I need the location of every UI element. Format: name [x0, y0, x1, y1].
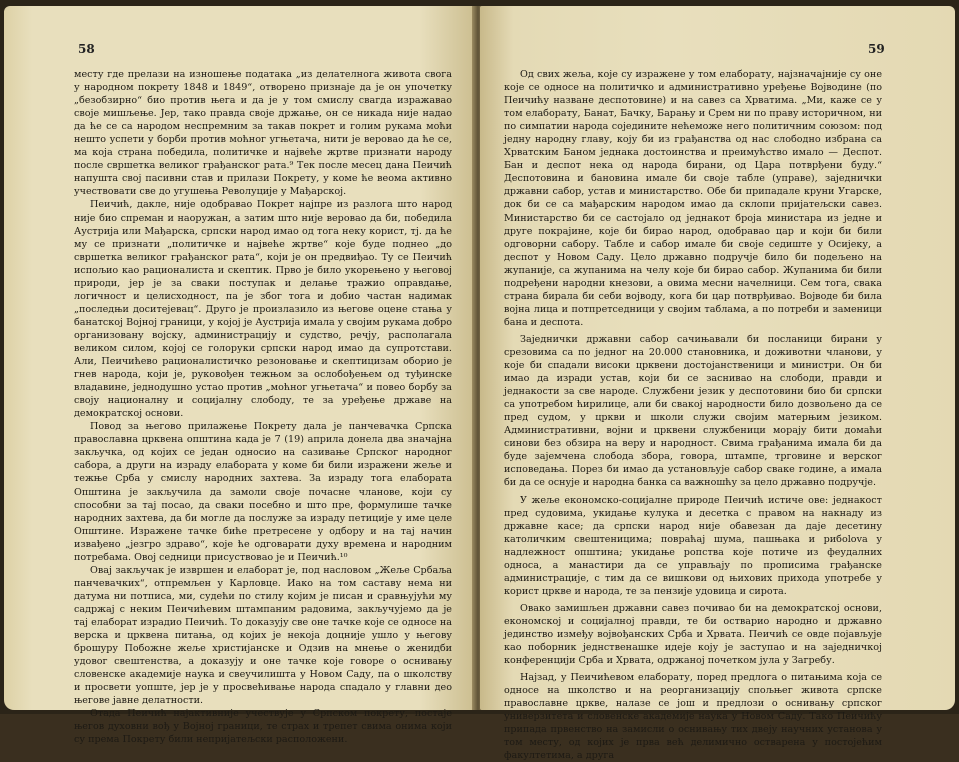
page-number-right: 59: [868, 42, 885, 56]
paragraph: Повод за његово прилажење Покрету дала је панчевачка Српска православна црквена општина када је 7 (19) априла донела два значајна закључка, од којих се један односио на сазивање Српског народног сабора, а други на израду елабората у коме би били изражени жеље и тежње Срба у смислу народних захтева. За израду тога елабората Општина је закључила да замоли своје почасне чланове, који су способни за тај посао, да сваки посебно и што пре, формулише тачке народних захтева, да би могле да послуже за израду петиције у име целе Општине. Изражене тачке биће претресене у одбору и на тај начин извађено „језгро здраво“, које ће одговарати духу времена и народним потребама. Овој седници присуствовао је и Пеичић.¹⁰: [74, 421, 452, 563]
paragraph: месту где прелази на изношење података „из делателнога живота свога у народном покрету 1848 и 1849“, отворено признаје да је он упочетку „безобзирно“ био против њега и да је у том смислу свагда изражавао своје мишљење. Јер, тако правда своје држање, он се никада није надао да ће се са народом неспремним за такав покрет и голим рукама моћи нешто успети у борби против моћног угњетача, нити је веровао да ће се, ма која страна победила, политичке и највеће жртве признати народу после свршетка великог грађанског рата.⁹ Тек после месец дана Пеичић напушта свој пасивни став и прилази Покрету, у коме ће веома активно учествовати све до угушења Револуције у Мађарској.: [74, 69, 452, 198]
paragraph: Од свих жеља, које су изражене у том елаборату, најзначајније су оне које се односе на политичко и административно уређење Војводине (по Пеичићу назване деспотовине) и на савез са Хрватима. „Ми, каже се у том елаборату, Банат, Бачку, Барању и Срем ни по праву историчном, ни по симпатии народа соједините нећеможе него политичним союзом: под једну народну главу, коју би из грађанства од нас слободно избрана са Хрватским Баном једнака достоинства и преимућство имало — Деспот. Бан и деспот нека од народа бирани, од Цара потврђени буду.“ Деспотовина и бановина имале би своје табле (управе), заједнички државни сабор, устав и министарство. Обе би припадале круни Угарске, док би се са мађарским народом имао да склопи пријатељски савез. Министарство би се састојало од једнакот броја министара из једне и друге покрајине, које би бирао народ, одобравао цар и који би били одговорни сабору. Табле и сабор имале би своје седиште у Осијеку, а деспот у Новом Саду. Цело државно подручје било би подељено на жупаније, са жупанима на челу које би бирао сабор. Жупанима би били подређени народни кнезови, а овима месни начелници. Сем тога, свака страна бирала би себи војводу, кога би цар потврђивао. Војводе би била војна лица и потпретседници у својим таблама, а по потреби и заменици бана и деспота.: [504, 69, 882, 328]
paragraph: Најзад, у Пеичићевом елаборату, поред предлога о питањима која се односе на школство и на реорганизацију спољњег живота српске православне цркве, налазе се још и предлози о оснивању српског универзитета и словенске академије наука у Новом Саду. Тако Пеичићу припада првенство на замисли о оснивању тих двеју научних установа у том месту, од којих је прва већ делимично остварена у постојећим факултетима, а друга: [504, 672, 882, 762]
left-page-text: [74, 68, 452, 746]
paragraph: Заједнички државни сабор сачињавали би посланици бирани у срезовима са по једног на 20.000 становника, и доживотни чланови, у које би спадали високи црквени достојанственици и министри. Он би имао да изради устав, који би се заснивао на слободи, правди и једнакости за све народе. Службени језик у деспотовини био би српски са употребом ћирилице, али би свакој народности било дозвољено да се пред судом, у цркви и школи служи својим матерњим језиком. Административни, војни и црквени службеници морају бити домаћи синови без обзира на веру и народност. Свима грађанима имала би да буде зајемчена слобода збора, говора, штампе, трговине и верског исповедања. Порез би имао да установљује сабор свакe године, а имала би да се оснује и народна банка са важношћу за цело државно подручје.: [504, 333, 882, 489]
paragraph: Отада Пеичић најактивније учествује у Српском покрету, постаје његов духовни вођ у Војној граници, те страх и трепет свима онима који су према Покрету били непријатељски расположени.: [74, 708, 452, 746]
right-page: [480, 6, 955, 762]
paragraph: У жеље економско-социјалне природе Пеичић истиче ове: једнакост пред судовима, укидање кулука и десетка с правом на накнаду из државне касе; да српски народ није обавезан да даје десетину католичким свештеницима; повраћај шума, пашњака и рибolova у надлежност општина; укидање ропства које потиче из феудалних односа, а манастири да се управљају по прописима грађанске администрације, с тим да се вишкови од њихових прихода употребе у корист цркве и народа, те за пензије удовица и сирота.: [504, 494, 882, 597]
right-page-text: [504, 68, 882, 762]
paragraph: Овај закључак је извршен и елаборат је, под насловом „Жеље Србаља панчевачких“, отпремљен у Карловце. Иако на том саставу нема ни датума ни потписа, ми, судећи по стилу којим је писан и сравњујући му садржај с неким Пеичићевим штампаним радовима, закључујемо да је тај елаборат израдио Пеичић. То доказују све оне тачке које се односе на верска и црквена питања, од којих је некоја доцније ушло у његову брошуру Побожне жеље христијанске и Одзив на мнење о женидби удовог свештенства, а доказују и оне тачке које говоре о оснивању словенске академије наука и свеучилишта у Новом Саду, па о школству и просвети уопште, јер је у просвећивање народа спадало у главни део његове јавне делатности.: [74, 564, 452, 707]
left-page: [4, 6, 476, 746]
paragraph: Овако замишљен државни савез почивао би на демократској основи, економској и социјалној правди, те би остварио народно и државно јединство између војвођанских Срба и Хрвата. Пеичић се овде појављује као поборник једнственашке идеје коју је заступао и на заједничкој конференцији Срба и Хрвата, одржаној почетком јула у Загребу.: [504, 602, 882, 667]
paragraph: Пеичић, дакле, није одобравао Покрет најпре из разлога што народ није био спреман и наоружан, а затим што није веровао да би, победила Аустрија или Мађарска, српски народ имао од тога неку корист, тј. да ће му се признати „политичке и највеће жртве“ које буде поднео „до свршетка великог грађанског рата“, који је он предвиђао. Ту се Пеичић испољио као рационалиста и скептик. Прво је било укорењено у његовој природи, јер је за сваки поступак и делање тражио оправдање, логичност и целисходност, па је због тога и добио частан надимак „последњи доситејевац“. Друго је произлазило из његове оцене стања у банатској Војној граници, у којој је Аустрија имала у својим рукама добро организовану војску, администрацију и судство, речју, располагала великом силом, којој се голоруки српски народ имао да супротстави. Али, Пеичићево рационалистичко резоновање и скептицизам оборио је гнев народа, који је, руковођен тежњом за ослобођењем од туђинске владавине, једнодушно устао против „моћног угњетача“ и повео борбу за своју националну и социјалну слободу, те за уређење државе на демократској основи.: [74, 199, 452, 420]
page-number-left: 58: [78, 42, 95, 56]
